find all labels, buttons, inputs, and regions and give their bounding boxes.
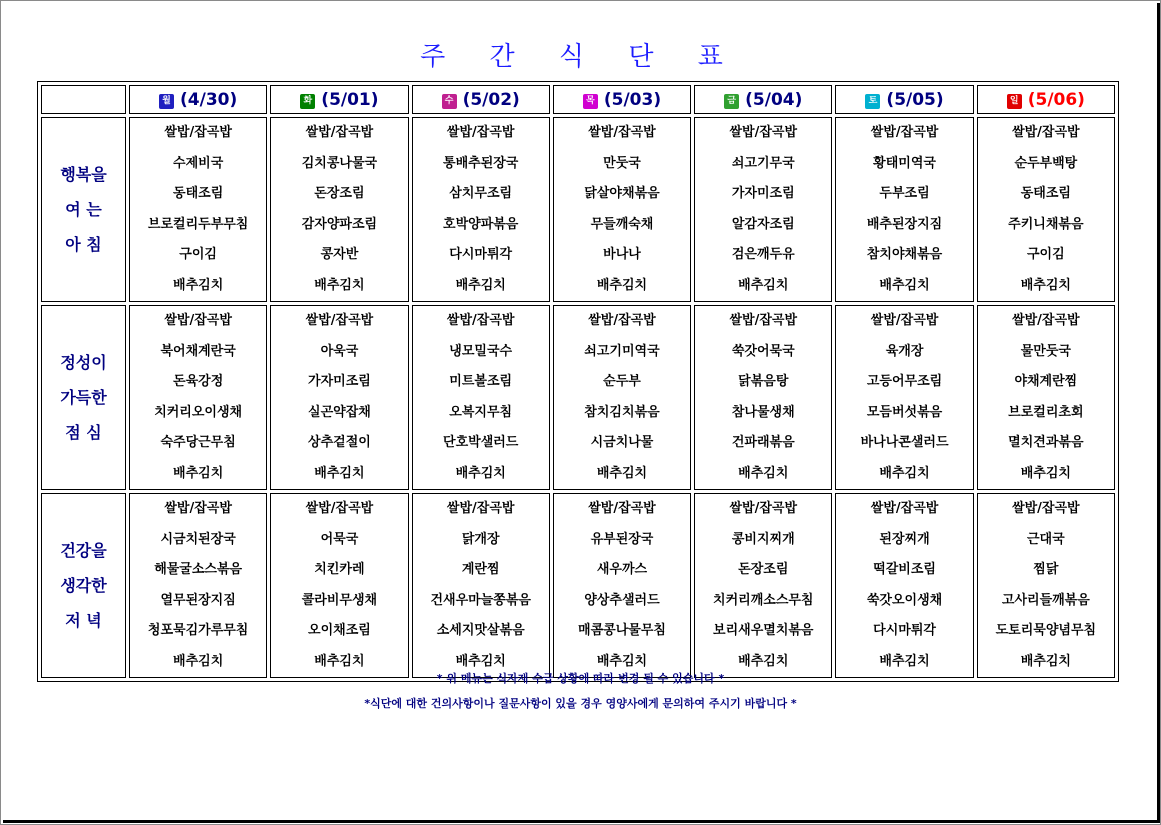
menu-item: 어묵국 (320, 531, 359, 547)
day-icon: 금 (724, 94, 739, 109)
day-label: (5/01) (321, 89, 379, 110)
menu-item: 쌀밥/잡곡밥 (1012, 501, 1080, 516)
menu-item: 배추김치 (173, 653, 224, 669)
day-icon: 토 (865, 94, 880, 109)
day-header (129, 85, 267, 114)
menu-cell (270, 117, 408, 302)
menu-item: 육개장 (885, 343, 924, 359)
menu-item: 삼치무조림 (449, 186, 513, 201)
menu-item: 배추김치 (455, 465, 506, 481)
menu-item: 순두부 (603, 374, 641, 389)
menu-item: 배추김치 (879, 653, 930, 669)
menu-item: 두부조림 (879, 186, 930, 201)
menu-item: 쌀밥/잡곡밥 (729, 313, 798, 328)
menu-item: 감자양파조림 (301, 216, 378, 232)
menu-item: 쌀밥/잡곡밥 (729, 501, 798, 516)
menu-item: 배추김치 (314, 277, 365, 293)
menu-item: 쌀밥/잡곡밥 (588, 125, 656, 140)
menu-item: 쌀밥/잡곡밥 (305, 313, 374, 328)
day-header (977, 85, 1115, 114)
menu-item: 유부된장국 (590, 531, 654, 547)
menu-item: 닭볶음탕 (738, 374, 789, 389)
menu-item: 열무된장지짐 (160, 592, 236, 608)
menu-item: 보리새우멸치볶음 (713, 623, 814, 638)
menu-item: 다시마튀각 (873, 623, 936, 638)
meal-row-breakfast (41, 117, 1115, 302)
menu-item: 가자미조림 (308, 374, 371, 389)
menu-item: 도토리묵양념무침 (995, 623, 1097, 638)
menu-item: 주키니채볶음 (1008, 216, 1084, 232)
menu-item: 쌀밥/잡곡밥 (305, 501, 374, 516)
menu-item: 쌀밥/잡곡밥 (588, 501, 656, 516)
menu-item: 동태조림 (173, 186, 224, 201)
day-icon: 수 (442, 94, 457, 109)
menu-item: 배추김치 (596, 277, 648, 293)
menu-item: 쑥갓어묵국 (731, 343, 795, 359)
menu-cell (270, 305, 408, 490)
inquiry-text: *식단에 대한 건의사항이나 질문사항이 있을 경우 영양사에게 문의하여 주시기 바랍니다 * (364, 697, 797, 710)
meal-label-line: 점 심 (65, 423, 102, 442)
menu-cell (412, 305, 550, 490)
meal-label-line: 생각한 (60, 576, 107, 595)
menu-item: 치커리깨소스무침 (713, 592, 814, 608)
menu-item: 건파래볶음 (731, 435, 795, 450)
menu-item: 배추김치 (879, 277, 930, 293)
menu-item: 실곤약잡채 (308, 404, 371, 420)
menu-item: 동태조림 (1020, 186, 1071, 201)
menu-item: 배추김치 (314, 465, 365, 481)
menu-item: 북어채계란국 (160, 343, 236, 359)
menu-item: 찜닭 (1033, 562, 1059, 577)
menu-item: 무들깨숙채 (590, 216, 654, 232)
menu-item: 바나나콘샐러드 (860, 435, 949, 450)
menu-item: 쇠고기무국 (731, 155, 795, 171)
day-label: (5/02) (462, 89, 520, 110)
menu-item: 아욱국 (320, 343, 359, 359)
meal-label (41, 305, 126, 490)
menu-item: 청포묵김가루무침 (147, 623, 249, 638)
menu-item: 수제비국 (173, 155, 224, 171)
menu-item: 검은깨두유 (731, 247, 795, 262)
menu-item: 오복지무침 (449, 404, 513, 420)
menu-item: 시금치나물 (590, 435, 654, 450)
menu-cell (977, 493, 1115, 678)
menu-item: 매콤콩나물무침 (578, 623, 666, 638)
meal-label-line: 행복을 (60, 165, 107, 184)
menu-item: 바나나 (603, 247, 641, 262)
menu-item: 오이채조림 (308, 623, 371, 638)
menu-item: 쇠고기미역국 (584, 343, 660, 359)
menu-item: 모듬버섯볶음 (866, 404, 943, 420)
menu-item: 배추김치 (879, 465, 930, 481)
menu-cell (129, 117, 267, 302)
menu-item: 콩자반 (320, 247, 359, 262)
menu-cell (694, 305, 832, 490)
menu-item: 된장찌개 (879, 531, 930, 547)
menu-item: 배추김치 (738, 277, 789, 293)
menu-item: 숙주당근무침 (160, 435, 236, 450)
menu-item: 배추김치 (1020, 277, 1071, 293)
menu-item: 쌀밥/잡곡밥 (446, 125, 515, 140)
menu-item: 호박양파볶음 (443, 216, 519, 232)
menu-cell (977, 117, 1115, 302)
menu-item: 참치김치볶음 (584, 404, 660, 420)
menu-cell (412, 117, 550, 302)
menu-cell (835, 117, 973, 302)
menu-item: 만둣국 (603, 155, 641, 171)
menu-item: 떡갈비조림 (873, 562, 936, 577)
menu-item: 양상추샐러드 (584, 592, 660, 608)
menu-cell (553, 493, 691, 678)
menu-item: 새우까스 (596, 562, 648, 577)
day-icon: 목 (583, 94, 598, 109)
menu-item: 쌀밥/잡곡밥 (870, 501, 939, 516)
menu-item: 황태미역국 (873, 155, 936, 171)
menu-item: 구이김 (179, 247, 217, 262)
meal-label (41, 493, 126, 678)
menu-item: 물만둣국 (1020, 343, 1071, 359)
menu-cell (694, 117, 832, 302)
menu-item: 쌀밥/잡곡밥 (729, 125, 798, 140)
menu-item: 구이김 (1027, 247, 1065, 262)
menu-cell (553, 305, 691, 490)
menu-item: 쌀밥/잡곡밥 (164, 501, 232, 516)
day-label: (5/03) (603, 89, 662, 110)
menu-item: 배추김치 (455, 277, 506, 293)
day-icon: 일 (1007, 94, 1022, 109)
menu-item: 쌀밥/잡곡밥 (1012, 313, 1080, 328)
menu-item: 단호박샐러드 (443, 435, 519, 450)
menu-item: 냉모밀국수 (449, 343, 513, 359)
menu-item: 닭개장 (461, 531, 500, 547)
day-label: (4/30) (180, 89, 238, 110)
menu-item: 쌀밥/잡곡밥 (870, 125, 939, 140)
day-header (694, 85, 832, 114)
menu-item: 알감자조림 (731, 216, 795, 232)
menu-item: 콩비지찌개 (731, 531, 795, 547)
menu-cell (835, 305, 973, 490)
menu-item: 배추된장지짐 (866, 216, 943, 232)
menu-item: 배추김치 (455, 653, 506, 669)
menu-item: 쌀밥/잡곡밥 (588, 313, 656, 328)
menu-item: 배추김치 (173, 277, 224, 293)
menu-item: 쌀밥/잡곡밥 (305, 125, 374, 140)
day-header (270, 85, 408, 114)
menu-item: 순두부백탕 (1014, 155, 1078, 171)
menu-item: 참치야채볶음 (866, 247, 943, 262)
meal-row-lunch (41, 305, 1115, 490)
meal-label-line: 건강을 (60, 541, 107, 560)
menu-item: 김치콩나물국 (301, 155, 378, 171)
meal-label-line: 가득한 (60, 388, 107, 407)
page-title: 주 간 식 단 표 (420, 42, 741, 72)
menu-item: 쌀밥/잡곡밥 (1012, 125, 1080, 140)
menu-item: 돈장조림 (738, 562, 789, 577)
menu-item: 해물굴소스볶음 (154, 562, 243, 577)
menu-item: 쌀밥/잡곡밥 (164, 313, 232, 328)
menu-item: 시금치된장국 (160, 531, 236, 547)
menu-cell (129, 305, 267, 490)
menu-item: 브로컬리초회 (1008, 404, 1084, 420)
menu-item: 쌀밥/잡곡밥 (164, 125, 232, 140)
menu-item: 쌀밥/잡곡밥 (870, 313, 939, 328)
menu-item: 고사리들깨볶음 (1001, 592, 1090, 608)
menu-item: 배추김치 (1020, 465, 1071, 481)
menu-item: 쌀밥/잡곡밥 (446, 313, 515, 328)
menu-item: 닭살야채볶음 (584, 186, 660, 201)
meal-label-line: 정성이 (60, 353, 107, 372)
day-label: (5/06) (1027, 89, 1085, 110)
menu-cell (270, 493, 408, 678)
menu-item: 참나물생채 (731, 404, 795, 420)
menu-item: 배추김치 (738, 653, 789, 669)
menu-item: 배추김치 (314, 653, 365, 669)
day-icon: 월 (159, 94, 174, 109)
weekly-menu-table (37, 81, 1119, 682)
meal-label-line: 저 녁 (65, 611, 102, 630)
day-icon: 화 (300, 94, 315, 109)
menu-item: 상추겉절이 (308, 435, 371, 450)
corner-cell (41, 85, 126, 114)
meal-row-dinner (41, 493, 1115, 678)
meal-label (41, 117, 126, 302)
day-header (412, 85, 550, 114)
menu-item: 돈장조림 (314, 186, 365, 201)
menu-item: 배추김치 (738, 465, 789, 481)
menu-item: 브로컬리두부무침 (147, 216, 249, 232)
menu-item: 미트볼조림 (449, 374, 513, 389)
menu-cell (553, 117, 691, 302)
menu-item: 배추김치 (173, 465, 224, 481)
menu-item: 멸치견과볶음 (1008, 435, 1084, 450)
menu-cell (129, 493, 267, 678)
menu-cell (835, 493, 973, 678)
menu-item: 가자미조림 (731, 186, 795, 201)
menu-item: 콜라비무생채 (301, 592, 378, 608)
meal-label-line: 아 침 (65, 235, 102, 254)
frame-shadow (3, 820, 1160, 823)
day-header (553, 85, 691, 114)
menu-item: 근대국 (1027, 531, 1065, 547)
menu-cell (694, 493, 832, 678)
menu-item: 계란찜 (461, 562, 500, 577)
menu-item: 다시마튀각 (449, 247, 513, 262)
menu-item: 소세지맛살볶음 (436, 623, 525, 638)
menu-item: 돈육강정 (173, 374, 224, 389)
day-label: (5/04) (745, 89, 803, 110)
day-header-row (41, 85, 1115, 114)
menu-item: 배추김치 (1020, 653, 1071, 669)
menu-item: 치커리오이생채 (154, 404, 243, 420)
menu-item: 건새우마늘쫑볶음 (430, 592, 531, 608)
menu-item: 배추김치 (596, 465, 648, 481)
day-header (835, 85, 973, 114)
menu-item: 배추김치 (596, 653, 648, 669)
menu-item: 치킨카레 (314, 562, 365, 577)
menu-cell (412, 493, 550, 678)
menu-item: 야채계란찜 (1014, 374, 1078, 389)
notice-text: * 위 메뉴는 식자재 수급 상황에 따라 변경 될 수 있습니다 * (436, 672, 725, 685)
day-label: (5/05) (886, 89, 944, 110)
meal-label-line: 여 는 (65, 200, 102, 219)
menu-item: 쌀밥/잡곡밥 (446, 501, 515, 516)
menu-item: 쑥갓오이생채 (866, 592, 943, 608)
menu-item: 고등어무조림 (866, 374, 943, 389)
menu-item: 통배추된장국 (443, 155, 519, 171)
menu-cell (977, 305, 1115, 490)
